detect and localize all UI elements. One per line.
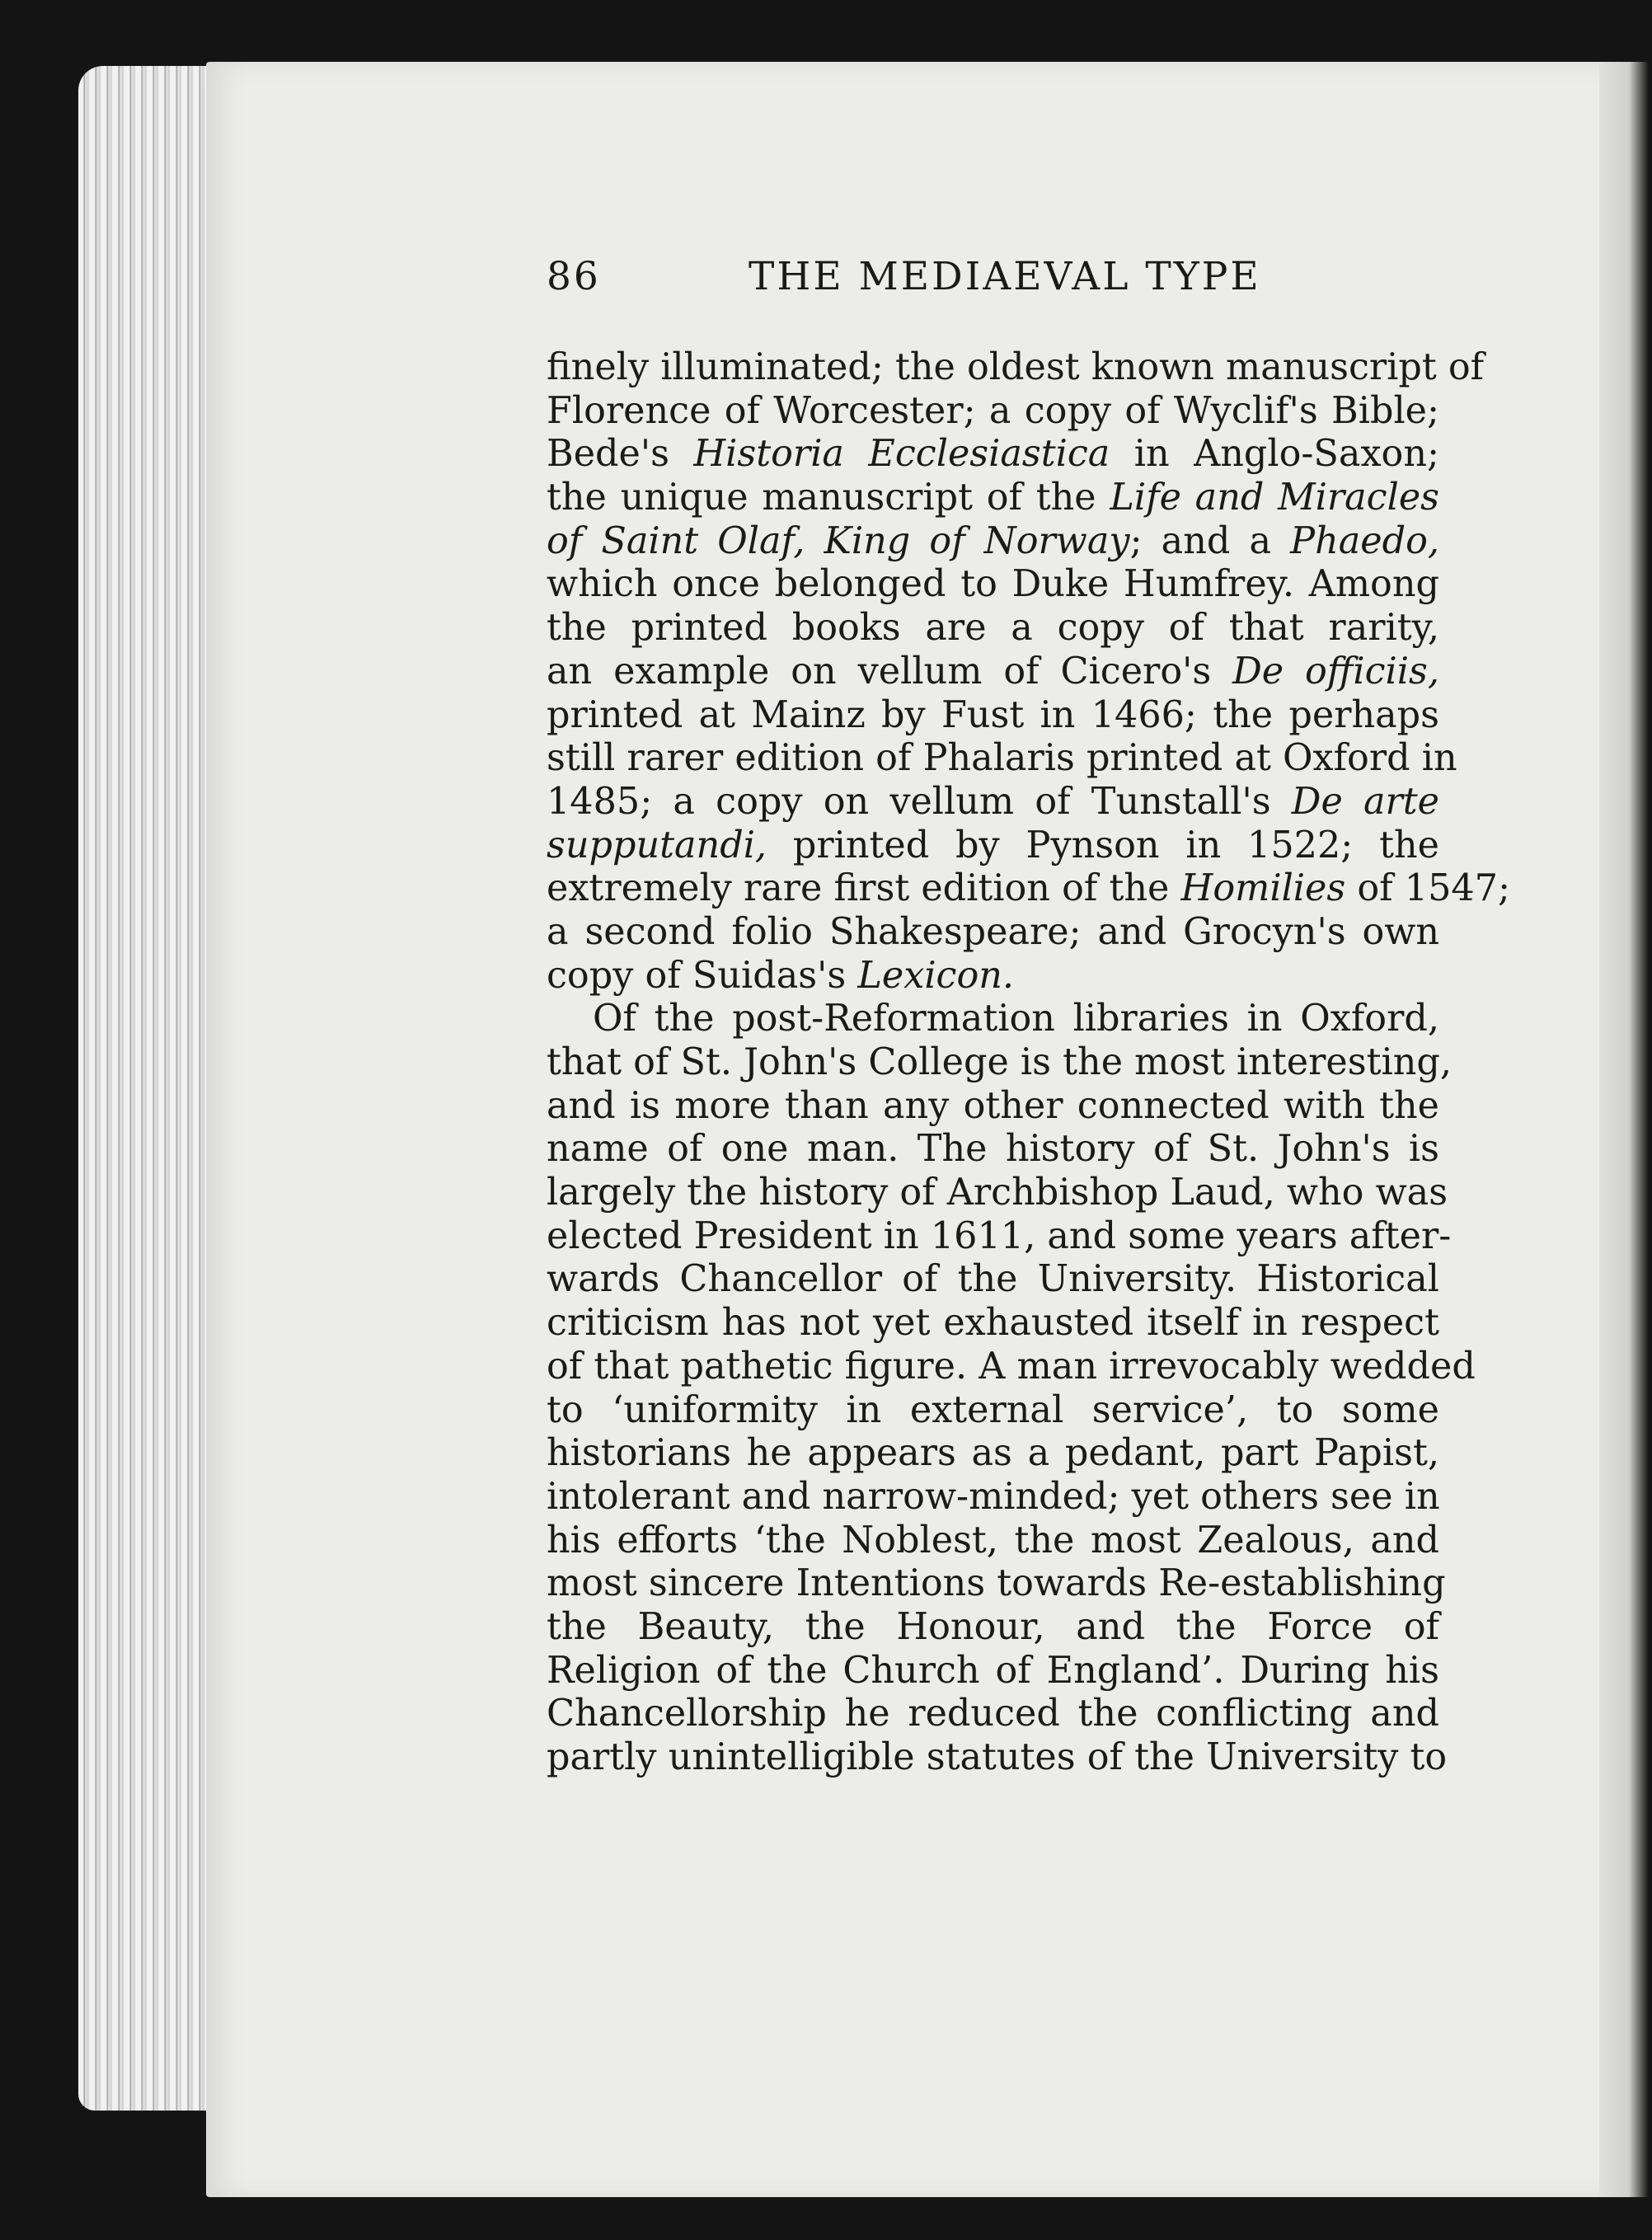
text-segment: name of one man. The history of St. John's is xyxy=(547,1128,1439,1171)
text-line xyxy=(547,1693,1439,1736)
italic-text: Homilies xyxy=(1180,867,1346,910)
text-segment: printed by Pynson in 1522; the xyxy=(767,824,1439,866)
text-line xyxy=(547,1650,1439,1693)
text-segment: intolerant and narrow-minded; yet others see in xyxy=(547,1475,1440,1518)
text-line xyxy=(547,1432,1439,1476)
text-segment: and is more than any other connected with the xyxy=(547,1084,1439,1127)
text-line xyxy=(547,1041,1452,1085)
text-line xyxy=(547,1345,1476,1389)
body-text xyxy=(547,346,1511,1780)
book-page-edges xyxy=(78,66,223,2111)
text-line xyxy=(547,1389,1439,1433)
italic-text: Lexicon. xyxy=(857,954,1015,997)
text-segment: criticism has not yet exhausted itself in respect xyxy=(547,1302,1439,1345)
text-line xyxy=(547,694,1439,738)
text-line xyxy=(547,433,1439,477)
text-segment: a second folio Shakespeare; and Grocyn's own xyxy=(547,910,1439,953)
text-line xyxy=(547,955,1439,998)
text-segment: most sincere Intentions towards Re-establishing xyxy=(547,1562,1446,1605)
text-segment: Of the post-Reformation libraries in Oxford, xyxy=(593,998,1439,1040)
text-line xyxy=(547,1258,1439,1302)
text-segment: Religion of the Church of England’. During his xyxy=(547,1649,1439,1692)
text-segment: 1485; a copy on vellum of Tunstall's xyxy=(547,780,1292,823)
text-line xyxy=(547,1519,1439,1563)
italic-text: supputandi, xyxy=(547,824,767,866)
text-line xyxy=(547,607,1439,650)
text-line xyxy=(547,1476,1439,1519)
text-segment: the unique manuscript of the xyxy=(547,477,1110,519)
text-segment: copy of Suidas's xyxy=(547,954,858,997)
text-segment: extremely rare first edition of the xyxy=(547,867,1181,910)
page-number: 86 xyxy=(547,254,601,299)
text-segment: wards Chancellor of the University. Historical xyxy=(547,1258,1439,1301)
text-line xyxy=(547,1302,1439,1345)
text-line xyxy=(547,390,1439,434)
text-segment: historians he appears as a pedant, part Papist, xyxy=(547,1432,1439,1475)
text-segment: the printed books are a copy of that rarity, xyxy=(547,607,1439,650)
text-line xyxy=(547,563,1439,607)
text-segment: that of St. John's College is the most interesting, xyxy=(547,1041,1452,1083)
text-segment: still rarer edition of Phalaris printed at Oxford in xyxy=(547,737,1457,780)
text-line xyxy=(547,1562,1446,1606)
text-line xyxy=(547,520,1439,564)
text-segment: ; and a xyxy=(1129,519,1291,562)
text-line xyxy=(547,781,1439,824)
text-segment: his efforts ‘the Noblest, the most Zealous, and xyxy=(547,1519,1439,1561)
text-segment: in Anglo-Saxon; xyxy=(1110,433,1439,476)
text-segment: Florence of Worcester; a copy of Wyclif's Bible; xyxy=(547,389,1439,432)
text-line xyxy=(547,737,1457,781)
text-line xyxy=(547,1214,1452,1259)
text-line xyxy=(547,824,1439,868)
text-segment: to ‘uniformity in external service’, to some xyxy=(547,1388,1439,1431)
running-title: THE MEDIAEVAL TYPE xyxy=(749,254,1261,299)
text-line xyxy=(547,911,1439,955)
running-header xyxy=(547,254,1283,303)
text-line xyxy=(547,1736,1448,1780)
text-segment: Bede's xyxy=(547,433,694,476)
text-segment: the Beauty, the Honour, and the Force of xyxy=(547,1605,1439,1648)
text-segment: of that pathetic figure. A man irrevocably wedded xyxy=(547,1345,1476,1388)
italic-text: De arte xyxy=(1291,780,1439,823)
text-segment: which once belonged to Duke Humfrey. Among xyxy=(547,563,1439,606)
text-segment: largely the history of Archbishop Laud, who was xyxy=(547,1172,1448,1214)
text-line xyxy=(547,1172,1448,1215)
text-segment: Chancellorship he reduced the conflicting and xyxy=(547,1693,1439,1735)
text-line xyxy=(547,1085,1439,1129)
text-segment: printed at Mainz by Fust in 1466; the perhaps xyxy=(547,693,1439,736)
italic-text: Historia Ecclesiastica xyxy=(693,433,1110,476)
text-line xyxy=(547,346,1485,390)
text-segment: an example on vellum of Cicero's xyxy=(547,650,1233,693)
text-line xyxy=(547,867,1511,911)
text-segment: of 1547; xyxy=(1345,867,1511,910)
italic-text: of Saint Olaf, King of Norway xyxy=(547,519,1130,562)
italic-text: Life and Miracles xyxy=(1110,477,1439,519)
text-line xyxy=(547,650,1439,694)
text-line xyxy=(547,1606,1439,1650)
text-segment: finely illuminated; the oldest known manuscript of xyxy=(547,346,1485,388)
text-line xyxy=(547,1128,1439,1172)
text-segment: partly unintelligible statutes of the University to xyxy=(547,1736,1448,1778)
text-segment: elected President in 1611, and some years after- xyxy=(547,1214,1452,1257)
text-line xyxy=(547,477,1439,520)
italic-text: Phaedo, xyxy=(1290,519,1440,562)
italic-text: De officiis, xyxy=(1232,650,1439,693)
text-line xyxy=(547,998,1439,1041)
